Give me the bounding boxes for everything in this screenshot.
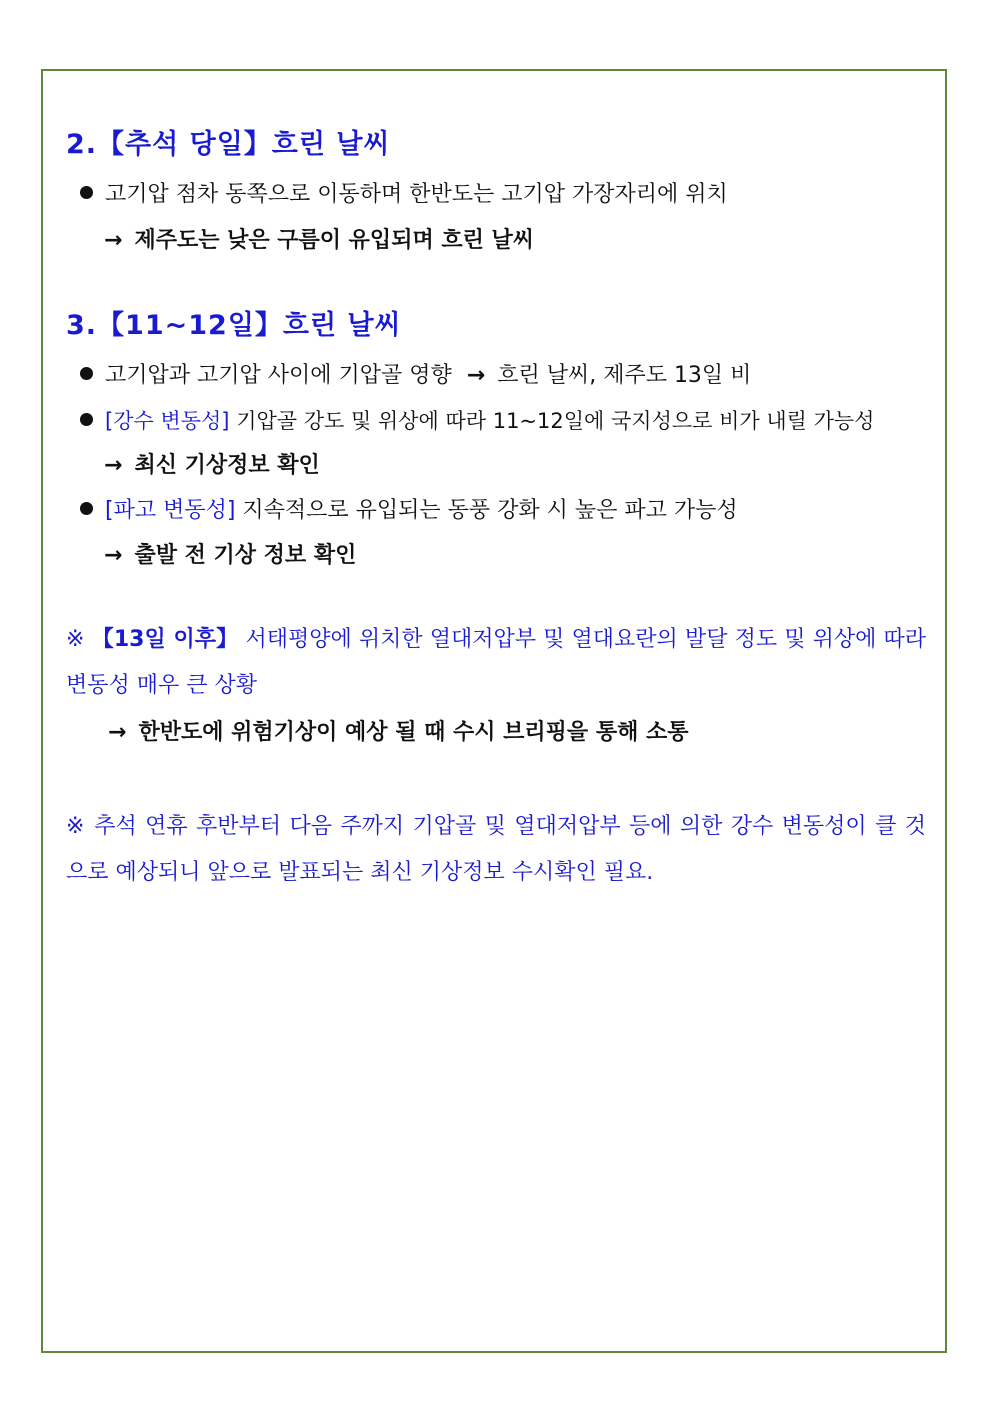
bullet-text: 기압골 강도 및 위상에 따라 11~12일에 국지성으로 비가 내릴 가능성 [236,409,875,433]
section-2-heading: 2.【추석 당일】흐린 날씨 [66,129,391,160]
arrow-text: 출발 전 기상 정보 확인 [134,543,357,568]
bullet-text: 지속적으로 유입되는 동풍 강화 시 높은 파고 가능성 [242,498,738,523]
section-3-heading: 3.【11~12일】흐린 날씨 [66,310,402,341]
document-frame [41,69,947,1353]
section-3-bullet-2 [80,406,874,436]
note-1-arrow [108,718,689,748]
note-2-paragraph: ※ 추석 연휴 후반부터 다음 주까지 기압골 및 열대저압부 등에 의한 강수 변동성이 클 것으로 예상되니 앞으로 발표되는 최신 기상정보 수시확인 필요. [66,814,926,885]
section-3-bullet-3 [80,496,738,526]
bullet-icon [80,367,93,380]
section-2-bullet-1 [80,180,728,210]
section-2-arrow-1 [104,226,534,256]
section-3-arrow-3 [104,541,356,571]
arrow-icon: → [104,228,123,253]
bullet-tag: [강수 변동성] [105,409,230,433]
bullet-text-b: 흐린 날씨, 제주도 13일 비 [497,363,752,388]
bullet-tag: [파고 변동성] [105,498,236,523]
note-1-tag: 【13일 이후】 [91,627,239,652]
bullet-icon [80,413,93,426]
arrow-icon: → [466,363,486,388]
arrow-text: 최신 기상정보 확인 [134,453,320,478]
bullet-icon [80,502,93,515]
arrow-text: 제주도는 낮은 구름이 유입되며 흐린 날씨 [134,228,535,253]
bullet-text: 고기압 점차 동쪽으로 이동하며 한반도는 고기압 가장자리에 위치 [105,182,728,207]
bullet-icon [80,186,93,199]
note-1-paragraph [66,617,926,709]
section-3-bullet-1 [80,361,751,391]
section-3-arrow-2 [104,451,320,481]
bullet-text-a: 고기압과 고기압 사이에 기압골 영향 [105,363,452,388]
arrow-icon: → [104,543,123,568]
reference-mark: ※ [66,627,85,652]
arrow-icon: → [108,720,127,745]
arrow-text: 한반도에 위험기상이 예상 될 때 수시 브리핑을 통해 소통 [138,720,689,745]
arrow-icon: → [104,453,123,478]
note-1-text: 서태평양에 위치한 열대저압부 및 열대요란의 발달 정도 및 위상에 따라 변동성 매우 큰 상황 [66,627,927,698]
